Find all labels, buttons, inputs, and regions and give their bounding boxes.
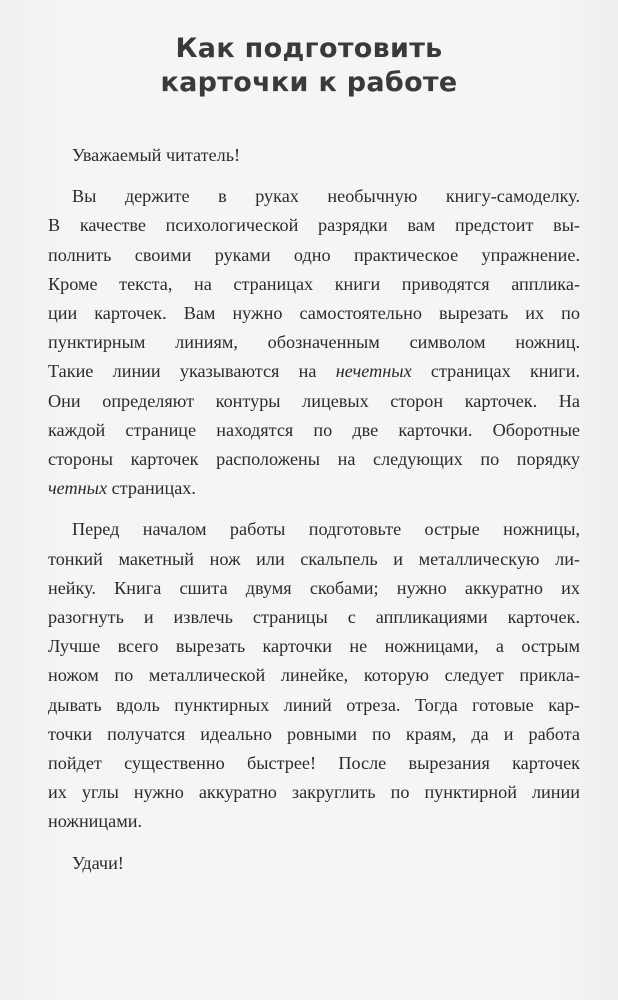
paragraph-1-line: пунктирным линиям, обозначенным символом ножниц. bbox=[48, 332, 580, 353]
text-segment: Такие линии указываются на bbox=[48, 361, 336, 382]
paragraph-1-line: Кроме текста, на страницах книги приводятся апплика- bbox=[48, 273, 580, 294]
paragraph-2-line: ножницами. bbox=[48, 811, 143, 832]
paragraph-1-line bbox=[48, 474, 580, 503]
page-title bbox=[0, 32, 618, 100]
paragraph-2-line: Лучше всего вырезать карточки не ножницами, а острым bbox=[48, 636, 580, 657]
paragraph-2 bbox=[48, 515, 580, 836]
paragraph-1-line: ции карточек. Вам нужно самостоятельно вырезать их по bbox=[48, 303, 580, 324]
paragraph-1-line: Они определяют контуры лицевых сторон карточек. На bbox=[48, 390, 580, 411]
text-segment: страницах книги. bbox=[411, 361, 580, 382]
paragraph-2-line: дывать вдоль пунктирных линий отреза. Тогда готовые кар- bbox=[48, 694, 580, 715]
greeting: Уважаемый читатель! bbox=[72, 145, 241, 165]
paragraph-2-line: Перед началом работы подготовьте острые ножницы, bbox=[72, 519, 580, 540]
paragraph-2-line: нейку. Книга сшита двумя скобами; нужно аккуратно их bbox=[48, 577, 580, 598]
paragraph-2-line: пойдет существенно быстрее! После вырезания карточек bbox=[48, 753, 580, 774]
paragraph-1-line: Вы держите в руках необычную книгу-самоделку. bbox=[72, 186, 580, 207]
paragraph-1-line: стороны карточек расположены на следующих по порядку bbox=[48, 449, 580, 470]
closing: Удачи! bbox=[72, 852, 124, 873]
paragraph-1-line bbox=[48, 357, 580, 386]
page-title-line-1: Как подготовить bbox=[175, 33, 443, 64]
paragraph-1-line: каждой странице находятся по две карточки. Оборотные bbox=[48, 419, 580, 440]
page-title-line-2: карточки к работе bbox=[160, 67, 458, 98]
emphasis-even: четных bbox=[48, 478, 108, 499]
paragraph-1-line: В качестве психологической разрядки вам предстоит вы- bbox=[48, 215, 580, 236]
paragraph-1-line: полнить своими руками одно практическое упражнение. bbox=[48, 244, 580, 265]
emphasis-odd: нечетных bbox=[335, 361, 412, 382]
paragraph-2-line: их углы нужно аккуратно закруглить по пунктирной линии bbox=[48, 782, 580, 803]
paragraph-2-line: ножом по металлической линейке, которую следует прикла- bbox=[48, 665, 580, 686]
text-segment: страницах. bbox=[107, 478, 196, 499]
paragraph-2-line: разогнуть и извлечь страницы с аппликациями карточек. bbox=[48, 607, 580, 628]
paragraph-2-line: тонкий макетный нож или скальпель и металлическую ли- bbox=[48, 548, 580, 569]
paragraph-2-line: точки получатся идеально ровными по краям, да и работа bbox=[48, 723, 580, 744]
paragraph-1 bbox=[48, 182, 580, 503]
page-body bbox=[48, 141, 580, 890]
